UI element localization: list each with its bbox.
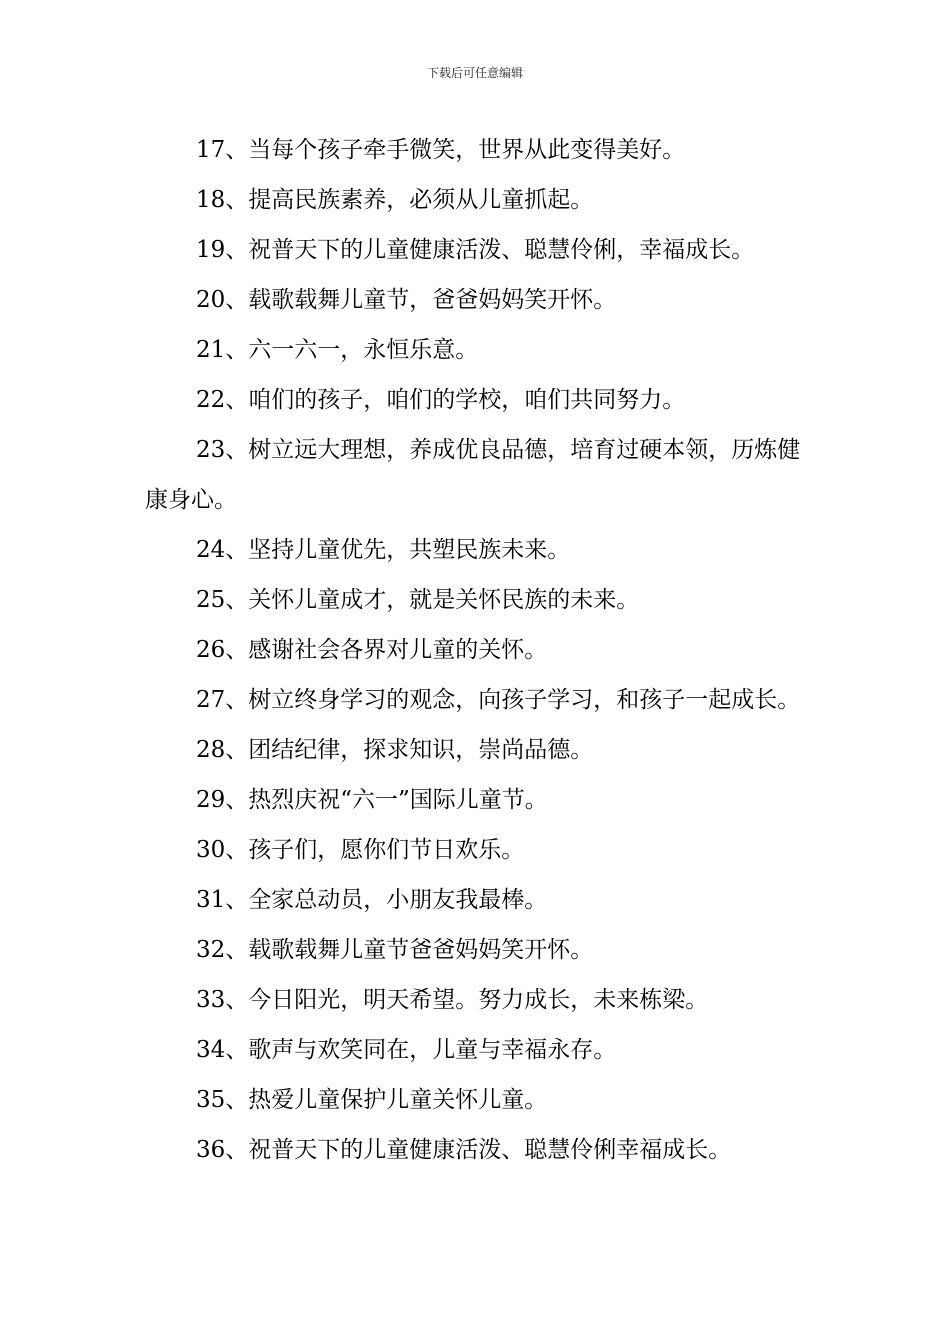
paragraph-27: 27、树立终身学习的观念，向孩子学习，和孩子一起成长。 bbox=[196, 687, 801, 713]
paragraph-35: 35、热爱儿童保护儿童关怀儿童。 bbox=[196, 1087, 548, 1113]
paragraph-17: 17、当每个孩子牵手微笑，世界从此变得美好。 bbox=[196, 137, 686, 163]
document-body bbox=[145, 125, 810, 1175]
paragraph-36: 36、祝普天下的儿童健康活泼、聪慧伶俐幸福成长。 bbox=[196, 1137, 732, 1163]
paragraph-30: 30、孩子们，愿你们节日欢乐。 bbox=[196, 837, 525, 863]
paragraph-28: 28、团结纪律，探求知识，崇尚品德。 bbox=[196, 737, 594, 763]
paragraph-23: 23、树立远大理想，养成优良品德，培育过硬本领，历炼健康身心。 bbox=[145, 437, 801, 513]
paragraph-26: 26、感谢社会各界对儿童的关怀。 bbox=[196, 637, 548, 663]
paragraph-24: 24、坚持儿童优先，共塑民族未来。 bbox=[196, 537, 571, 563]
paragraph-33: 33、今日阳光，明天希望。努力成长，未来栋梁。 bbox=[196, 987, 709, 1013]
page-header: 下载后可任意编辑 bbox=[426, 66, 523, 80]
paragraph-19: 19、祝普天下的儿童健康活泼、聪慧伶俐，幸福成长。 bbox=[196, 237, 755, 263]
paragraph-25: 25、关怀儿童成才，就是关怀民族的未来。 bbox=[196, 587, 640, 613]
paragraph-21: 21、六一六一，永恒乐意。 bbox=[196, 337, 479, 363]
paragraph-34: 34、歌声与欢笑同在，儿童与幸福永存。 bbox=[196, 1037, 617, 1063]
paragraph-32: 32、载歌载舞儿童节爸爸妈妈笑开怀。 bbox=[196, 937, 594, 963]
paragraph-22: 22、咱们的孩子，咱们的学校，咱们共同努力。 bbox=[196, 387, 686, 413]
paragraph-18: 18、提高民族素养，必须从儿童抓起。 bbox=[196, 187, 594, 213]
paragraph-31: 31、全家总动员，小朋友我最棒。 bbox=[196, 887, 548, 913]
paragraph-20: 20、载歌载舞儿童节，爸爸妈妈笑开怀。 bbox=[196, 287, 617, 313]
paragraph-29: 29、热烈庆祝“六一”国际儿童节。 bbox=[196, 787, 548, 813]
